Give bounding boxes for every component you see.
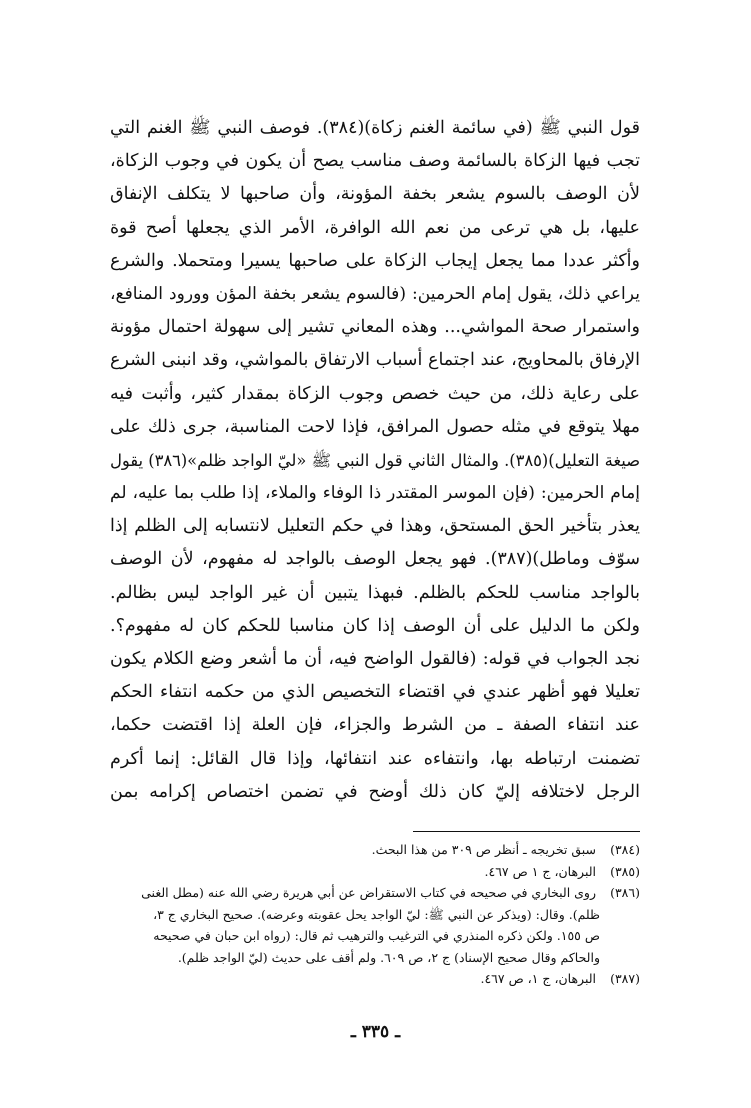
text-line: نجد الجواب في قوله: (فالقول الواضح فيه، أن ما أشعر وضع الكلام يكون xyxy=(110,649,640,669)
text-line: يعذر بتأخير الحق المستحق، وهذا في حكم التعليل لانتسابه إلى الظلم إذا xyxy=(110,516,640,537)
text-line: وأكثر عددا مما يجعل إيجاب الزكاة على صاحبها يسيرا ومتحملا. والشرع xyxy=(110,250,640,271)
footnote-number: (٣٨٥) xyxy=(610,863,640,879)
footnotes xyxy=(110,839,640,990)
text-line: تضمنت ارتباطه بها، وانتفاءه عند انتفائها، وإذا قال القائل: إنما أكرم xyxy=(110,748,640,769)
text-line: مهلا يتوقع في مثله حصول المرافق، فإذا لاحت المناسبة، جرى ذلك على xyxy=(110,416,640,437)
footnote-separator xyxy=(413,831,640,832)
text-line: عليها، بل هي ترعى من نعم الله الوافرة، الأمر الذي يجعلها أصح قوة xyxy=(110,217,640,238)
footnote-continuation: والحاكم وقال صحيح الإسناد) ج ٢، ص ٦٠٩. ولم أقف على حديث (ليّ الواجد ظلم). xyxy=(177,949,600,965)
footnote-continuation: ظلم). وقال: (ويذكر عن النبي ﷺ: ليّ الواجد يحل عقوبته وعرضه). صحيح البخاري ج ٣، xyxy=(153,906,600,922)
footnote-385 xyxy=(110,861,640,883)
footnote-number: (٣٨٦) xyxy=(610,885,640,900)
text-line: الرجل لاختلافه إليّ كان ذلك أوضح في تضمن اختصاص إكرامه بمن xyxy=(110,781,640,802)
text-line: تعليلا فهو أظهر عندي في اقتضاء التخصيص الذي من حكمه انتفاء الحكم xyxy=(110,682,640,703)
text-line: على رعاية ذلك، من حيث خصص وجوب الزكاة بمقدار كثير، وأثبت فيه xyxy=(110,383,640,404)
page-number: ـ ٣٣٥ ـ xyxy=(350,1022,401,1042)
text-line: بالواجد مناسب للحكم بالظلم. فبهذا يتبين أن غير الواجد ليس بظالم. xyxy=(110,582,640,603)
footnote-text: روى البخاري في صحيحه في كتاب الاستقراض عن أبي هريرة رضي الله عنه (مطل الغنى xyxy=(141,885,597,900)
footnote-continuation: ص ١٥٥. ولكن ذكره المنذري في الترغيب والترهيب ثم قال: (رواه ابن حبان في صحيحه xyxy=(153,928,600,943)
footnote-number: (٣٨٤) xyxy=(610,842,640,857)
footnote-386 xyxy=(110,882,640,904)
text-line: واستمرار صحة المواشي... وهذه المعاني تشير إلى سهولة احتمال مؤونة xyxy=(110,317,640,338)
footnote-number: (٣٨٧) xyxy=(610,971,640,986)
text-line: لأن الوصف بالسوم يشعر بخفة المؤونة، وأن صاحبها لا يتكلف الإنفاق xyxy=(110,184,640,205)
footnote-text: البرهان، ج ١، ص ٤٦٧. xyxy=(480,971,597,986)
text-line: قول النبي ﷺ (في سائمة الغنم زكاة)(٣٨٤). فوصف النبي ﷺ الغنم التي xyxy=(110,118,640,138)
text-line: الإرفاق بالمحاويج، عند اجتماع أسباب الارتفاق بالمواشي، وقد انبنى الشرع xyxy=(110,350,640,371)
text-line: ولكن ما الدليل على أن الوصف إذا كان مناسبا للحكم كان له مفهوم؟. xyxy=(110,615,640,636)
text-line: إمام الحرمين: (فإن الموسر المقتدر ذا الوفاء والملاء، إذا طلب بما عليه، لم xyxy=(110,483,640,504)
text-line: عند انتفاء الصفة ـ من الشرط والجزاء، فإن العلة إذا اقتضت حكما، xyxy=(110,715,640,736)
footnote-384 xyxy=(110,839,640,861)
main-text xyxy=(110,112,640,809)
footnote-387 xyxy=(110,968,640,990)
text-line: تجب فيها الزكاة بالسائمة وصف مناسب يصح أن يكون في وجوب الزكاة، xyxy=(110,151,640,172)
text-line: سوّف وماطل)(٣٨٧). فهو يجعل الوصف بالواجد له مفهوم، لأن الوصف xyxy=(110,549,640,570)
footnote-text: سبق تخريجه ـ أنظر ص ٣٠٩ من هذا البحث. xyxy=(371,842,597,857)
footnote-text: البرهان، ج ١ ص ٤٦٧. xyxy=(484,863,597,879)
text-line: صيغة التعليل)(٣٨٥). والمثال الثاني قول النبي ﷺ «ليّ الواجد ظلم»(٣٨٦) يقول xyxy=(110,450,640,470)
text-line: يراعي ذلك، يقول إمام الحرمين: (فالسوم يشعر بخفة المؤن وورود المنافع، xyxy=(110,283,640,304)
